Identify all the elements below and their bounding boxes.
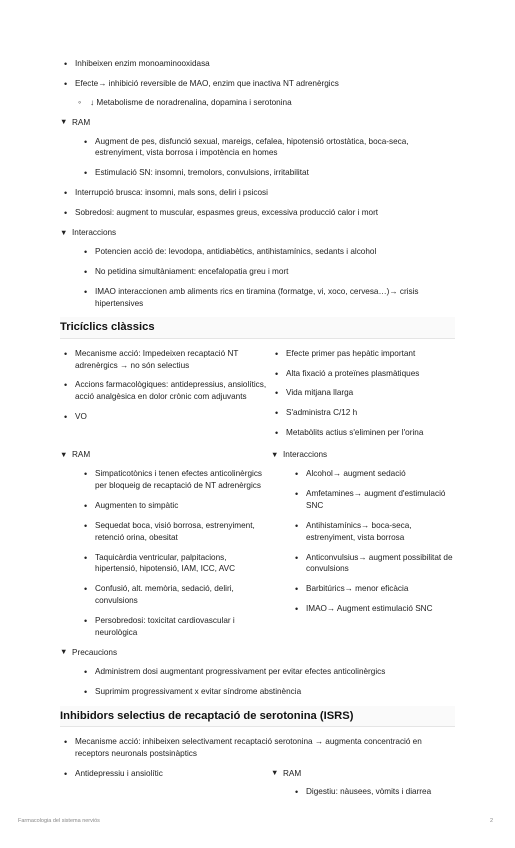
toggle-header[interactable] xyxy=(60,227,455,239)
list-item: • Digestiu: nàusees, vòmits i diarrea xyxy=(291,786,455,798)
triangle-down-icon[interactable]: ▼ xyxy=(60,449,68,459)
list xyxy=(271,348,455,439)
toggle-label: RAM xyxy=(283,768,302,778)
list-item xyxy=(60,78,455,109)
isrs-list xyxy=(60,736,455,760)
list-item: • Accions farmacològiques: antidepressius, ansiolítics, acció analgèsica en dolor crònic com adjuvants xyxy=(60,379,267,403)
list xyxy=(60,768,267,780)
triangle-down-icon[interactable]: ▼ xyxy=(60,647,68,657)
column-right xyxy=(271,768,455,807)
sub-list xyxy=(75,97,455,109)
list-item: • S'administra C/12 h xyxy=(271,407,455,419)
list-item: • Alcohol→ augment sedació xyxy=(291,468,455,480)
column-right xyxy=(271,449,455,647)
list-item: • Efecte primer pas hepàtic important xyxy=(271,348,455,360)
footer-title: Farmacologia del sistema nerviós xyxy=(18,818,100,824)
list-item: • Antihistamínics→ boca-seca, estrenyiment, vista borrosa xyxy=(291,520,455,544)
triangle-down-icon[interactable]: ▼ xyxy=(60,117,68,127)
list-item: • Vida mitjana llarga xyxy=(271,387,455,399)
toggle-header[interactable] xyxy=(60,117,455,129)
list-item-text: Efecte→ inhibició reversible de MAO, enzim que inactiva NT adrenèrgics xyxy=(75,78,339,88)
triangle-down-icon[interactable]: ▼ xyxy=(60,227,68,237)
list-item: • Interrupció brusca: insomni, mals sons, deliri i psicosi xyxy=(60,187,455,199)
toggle-list xyxy=(271,786,455,798)
list-item: • Augment de pes, disfunció sexual, mareigs, cefalea, hipotensió ortostàtica, boca-seca, estrenyiment, vista borrosa i impotència en homes xyxy=(80,136,455,160)
isrs-columns xyxy=(60,768,455,807)
column-left xyxy=(60,449,271,647)
list-item: • Inhibeixen enzim monoaminooxidasa xyxy=(60,58,455,70)
list-item: • Anticonvulsius→ augment possibilitat de convulsions xyxy=(291,552,455,576)
toggle-ram-isrs[interactable] xyxy=(271,768,455,799)
toggle-ram-triciclics[interactable] xyxy=(60,449,267,639)
list-item: • VO xyxy=(60,411,267,423)
mao-list xyxy=(60,58,455,109)
toggle-list xyxy=(60,246,455,310)
toggle-header[interactable] xyxy=(271,449,455,461)
toggle-ram-mao[interactable] xyxy=(60,117,455,180)
list-item: • Metabòlits actius s'eliminen per l'orina xyxy=(271,427,455,439)
list-item: • Confusió, alt. memòria, sedació, deliri, convulsions xyxy=(80,583,267,607)
list-item: • Amfetamines→ augment d'estimulació SNC xyxy=(291,488,455,512)
column-left xyxy=(60,348,271,447)
list-item: • Sequedat boca, visió borrosa, estrenyiment, retenció orina, obesitat xyxy=(80,520,267,544)
page-number: 2 xyxy=(489,818,493,824)
mao-list-2 xyxy=(60,187,455,219)
toggle-header[interactable] xyxy=(60,647,455,659)
section-heading-isrs: Inhibidors selectius de recaptació de serotonina (ISRS) xyxy=(60,706,455,727)
list-item: • IMAO→ Augment estimulació SNC xyxy=(291,603,455,615)
column-left xyxy=(60,768,271,807)
column-right xyxy=(271,348,455,447)
triangle-down-icon[interactable]: ▼ xyxy=(271,768,279,778)
triangle-down-icon[interactable]: ▼ xyxy=(271,449,279,459)
toggle-label: Precaucions xyxy=(72,647,118,657)
list-item: • Sobredosi: augment to muscular, espasmes greus, excessiva producció calor i mort xyxy=(60,207,455,219)
page-content xyxy=(60,58,455,806)
toggle-list xyxy=(60,468,267,639)
list-item: • Suprimim progressivament x evitar síndrome abstinència xyxy=(80,686,455,698)
list xyxy=(60,348,267,423)
list-item: • Mecanisme acció: inhibeixen selectivament recaptació serotonina → augmenta concentració en receptors neuronals postsinàptics xyxy=(60,736,455,760)
triciclics-columns xyxy=(60,348,455,447)
page-footer xyxy=(18,818,493,826)
toggle-label: RAM xyxy=(72,450,91,460)
toggle-label: RAM xyxy=(72,117,91,127)
list-item: • Antidepressiu i ansiolític xyxy=(60,768,267,780)
list-item: • Augmenten to simpàtic xyxy=(80,500,267,512)
triciclics-columns-2 xyxy=(60,449,455,647)
toggle-header[interactable] xyxy=(271,768,455,780)
toggle-interaccions-mao[interactable] xyxy=(60,227,455,309)
toggle-list xyxy=(271,468,455,615)
list-item: • Potencien acció de: levodopa, antidiabètics, antihistamínics, sedants i alcohol xyxy=(80,246,455,258)
list-item: • Taquicàrdia ventricular, palpitacions, hipertensió, hipotensió, IAM, ICC, AVC xyxy=(80,552,267,576)
list-item: • Administrem dosi augmentant progressivament per evitar efectes anticolinèrgics xyxy=(80,666,455,678)
list-item: • No petidina simultàniament: encefalopatia greu i mort xyxy=(80,266,455,278)
section-heading-triciclics: Tricíclics clàssics xyxy=(60,317,455,338)
toggle-label: Interaccions xyxy=(283,450,328,460)
toggle-label: Interaccions xyxy=(72,228,117,238)
list-item: • Estimulació SN: insomni, tremolors, convulsions, irritabilitat xyxy=(80,167,455,179)
list-item: • Mecanisme acció: Impedeixen recaptació NT adrenèrgics → no són selectius xyxy=(60,348,267,372)
toggle-header[interactable] xyxy=(60,449,267,461)
toggle-list xyxy=(60,136,455,180)
toggle-list xyxy=(60,666,455,698)
toggle-interaccions-triciclics[interactable] xyxy=(271,449,455,615)
list-item: • IMAO interaccionen amb aliments rics en tiramina (formatge, vi, xoco, cervesa…)→ crisis hipertensives xyxy=(80,286,455,310)
list-item: • Persobredosi: toxicitat cardiovascular i neurològica xyxy=(80,615,267,639)
toggle-precaucions[interactable] xyxy=(60,647,455,698)
list-item: • Alta fixació a proteïnes plasmàtiques xyxy=(271,368,455,380)
list-item: • Barbitúrics→ menor eficàcia xyxy=(291,583,455,595)
list-item: ◦ ↓ Metabolisme de noradrenalina, dopamina i serotonina xyxy=(75,97,455,109)
list-item: • Simpaticotònics i tenen efectes anticolinèrgics per bloqueig de recaptació de NT adrenèrgics xyxy=(80,468,267,492)
